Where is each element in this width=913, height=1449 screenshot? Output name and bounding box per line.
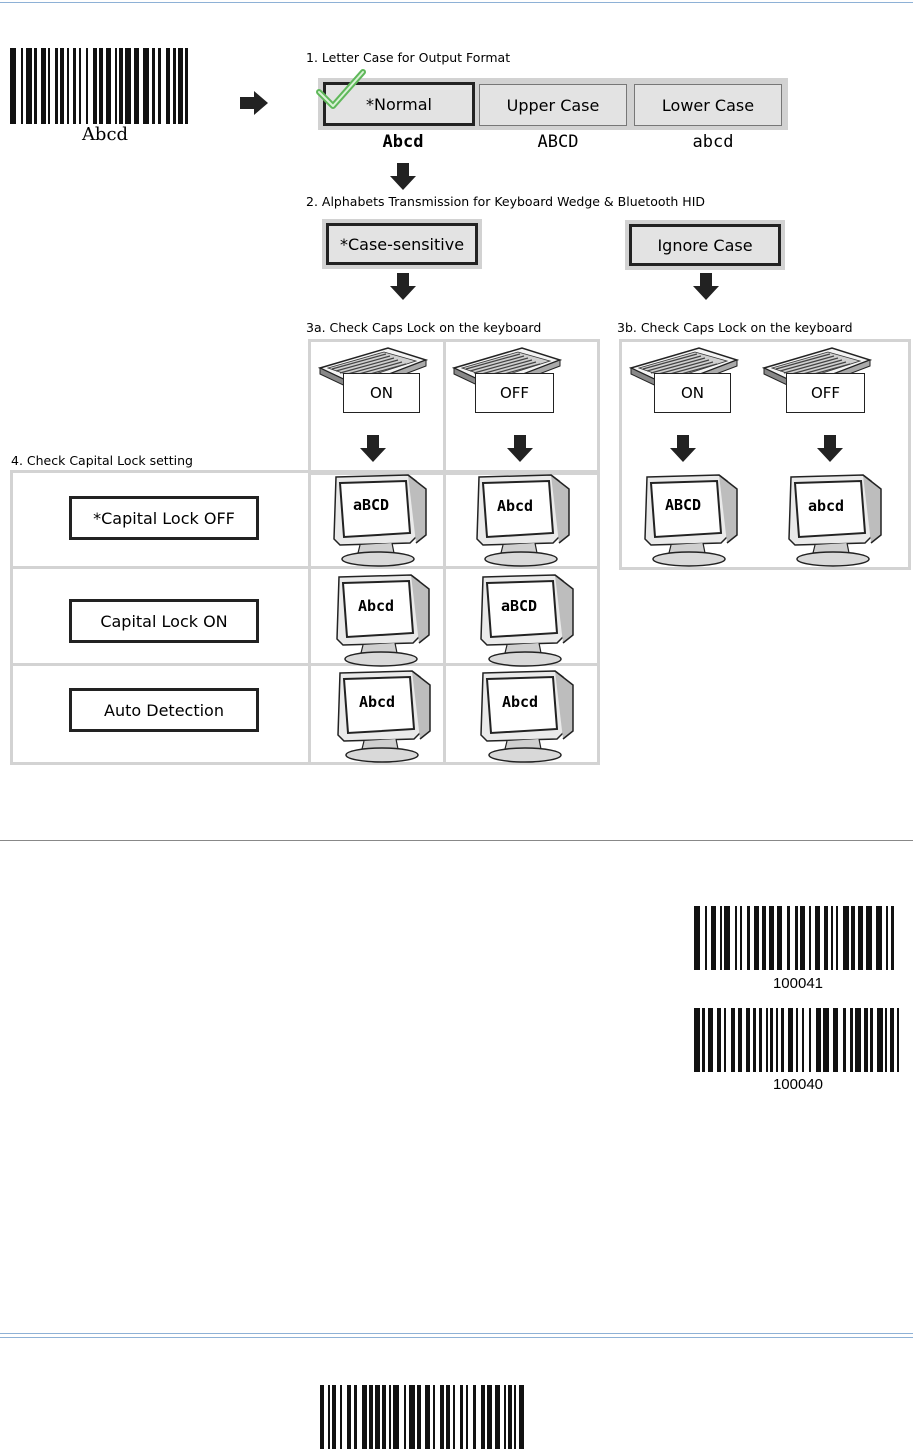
lower-case-option[interactable]: Lower Case <box>634 84 782 126</box>
barcode-bar <box>843 1008 846 1072</box>
monitor-text: Abcd <box>501 693 539 711</box>
barcode-bar <box>800 906 805 970</box>
barcode-bar <box>777 906 782 970</box>
caps-on-label: ON <box>343 373 420 413</box>
barcode-bar <box>809 1008 811 1072</box>
barcode-bar <box>735 906 737 970</box>
caps-off-label: OFF <box>475 373 554 413</box>
barcode-bar <box>833 1008 838 1072</box>
barcode-bar <box>158 48 161 124</box>
barcode-bar <box>694 906 700 970</box>
barcode-bar <box>86 48 88 124</box>
monitor-text: aBCD <box>352 496 390 514</box>
barcode-number: 100041 <box>772 975 824 992</box>
capital-lock-on-option[interactable]: Capital Lock ON <box>69 599 259 643</box>
barcode-bar <box>711 906 716 970</box>
barcode-bar <box>855 1008 861 1072</box>
barcode-bar <box>453 1385 455 1449</box>
barcode-bar <box>347 1385 351 1449</box>
barcode-bar <box>93 48 97 124</box>
barcode-bar <box>508 1385 512 1449</box>
barcode-bar <box>417 1385 421 1449</box>
down-arrow-icon <box>507 435 533 463</box>
step1-title: 1. Letter Case for Output Format <box>306 50 511 65</box>
monitor-icon <box>330 473 430 573</box>
monitor-text: Abcd <box>496 497 534 515</box>
barcode-bar <box>375 1385 380 1449</box>
barcode-bar <box>495 1385 500 1449</box>
barcode-bar <box>886 906 888 970</box>
barcode-bar <box>720 906 722 970</box>
barcode-bar <box>724 1008 726 1072</box>
normal-option[interactable]: *Normal <box>323 82 475 126</box>
barcode-bar <box>143 48 149 124</box>
abcd-barcode <box>10 48 192 126</box>
barcode-bar <box>738 1008 742 1072</box>
barcode-bar <box>787 906 790 970</box>
barcode-bar <box>866 906 872 970</box>
barcode-bar <box>796 1008 798 1072</box>
down-arrow-icon <box>360 435 386 463</box>
barcode-bar <box>340 1385 342 1449</box>
barcode-bar <box>823 1008 829 1072</box>
barcode-bar <box>836 906 838 970</box>
monitor-text: Abcd <box>357 597 395 615</box>
barcode-bar <box>185 48 188 124</box>
barcode-bar <box>809 906 811 970</box>
barcode-bar <box>781 1008 784 1072</box>
barcode-bar <box>519 1385 524 1449</box>
barcode-bar <box>705 906 707 970</box>
barcode-bar <box>10 48 16 124</box>
ignore-case-option[interactable]: Ignore Case <box>629 224 781 266</box>
barcode-bar <box>328 1385 330 1449</box>
capital-lock-off-option[interactable]: *Capital Lock OFF <box>69 496 259 540</box>
barcode-bar <box>425 1385 430 1449</box>
barcode-bar <box>382 1385 386 1449</box>
barcode-bar <box>891 906 894 970</box>
barcode-bar <box>369 1385 373 1449</box>
barcode-bar <box>890 1008 894 1072</box>
barcode-100040 <box>694 1008 902 1072</box>
barcode-bar <box>99 48 103 124</box>
barcode-bar <box>487 1385 492 1449</box>
barcode-bar <box>332 1385 336 1449</box>
barcode-bar <box>876 906 882 970</box>
barcode-bar <box>702 1008 705 1072</box>
case-sensitive-option[interactable]: *Case-sensitive <box>326 223 478 265</box>
section-divider <box>0 840 913 841</box>
barcode-bar <box>466 1385 468 1449</box>
barcode-bar <box>362 1385 367 1449</box>
barcode-100041 <box>694 906 902 970</box>
barcode-bar <box>26 48 32 124</box>
normal-sample: Abcd <box>382 132 424 152</box>
barcode-bar <box>864 1008 868 1072</box>
barcode-bar <box>694 1008 700 1072</box>
barcode-bar <box>851 906 855 970</box>
caps-on-label-3b: ON <box>654 373 731 413</box>
down-arrow-icon <box>390 163 416 191</box>
barcode-bar <box>514 1385 516 1449</box>
barcode-bar <box>724 906 730 970</box>
barcode-bar <box>877 1008 883 1072</box>
abcd-barcode-caption: Abcd <box>81 124 129 145</box>
barcode-bar <box>850 1008 853 1072</box>
barcode-bar <box>320 1385 324 1449</box>
barcode-bar <box>178 48 183 124</box>
monitor-icon <box>334 669 434 769</box>
monitor-text: ABCD <box>664 496 702 514</box>
barcode-bar <box>460 1385 463 1449</box>
barcode-bar <box>119 48 123 124</box>
barcode-bar <box>885 1008 887 1072</box>
monitor-icon <box>473 473 573 573</box>
barcode-bar <box>79 48 81 124</box>
barcode-bar <box>106 48 111 124</box>
upper-case-option[interactable]: Upper Case <box>479 84 627 126</box>
monitor-icon <box>477 573 577 673</box>
barcode-number: 100040 <box>772 1076 824 1093</box>
barcode-bar <box>766 1008 768 1072</box>
barcode-bar <box>134 48 139 124</box>
barcode-bar <box>173 48 176 124</box>
lower-sample: abcd <box>692 132 734 152</box>
monitor-text: Abcd <box>358 693 396 711</box>
right-arrow-icon <box>240 91 270 115</box>
down-arrow-icon <box>817 435 843 463</box>
barcode-bar <box>473 1385 476 1449</box>
barcode-bar <box>389 1385 391 1449</box>
down-arrow-icon <box>670 435 696 463</box>
barcode-bar <box>870 1008 873 1072</box>
monitor-icon <box>641 473 741 573</box>
barcode-bar <box>717 1008 721 1072</box>
barcode-bar <box>393 1385 399 1449</box>
barcode-bar <box>824 906 828 970</box>
barcode-bar <box>776 1008 778 1072</box>
barcode-bar <box>831 906 833 970</box>
barcode-bar <box>746 1008 750 1072</box>
barcode-bar <box>21 48 23 124</box>
barcode-bar <box>795 906 798 970</box>
barcode-bar <box>816 1008 821 1072</box>
barcode-bar <box>409 1385 415 1449</box>
upper-sample: ABCD <box>537 132 579 152</box>
barcode-bar <box>802 1008 804 1072</box>
barcode-bar <box>759 1008 762 1072</box>
barcode-bar <box>481 1385 485 1449</box>
barcode-bar <box>897 1008 899 1072</box>
barcode-bar <box>60 48 64 124</box>
barcode-bar <box>754 906 759 970</box>
barcode-bar <box>769 906 774 970</box>
monitor-icon <box>477 669 577 769</box>
barcode-bar <box>55 48 58 124</box>
barcode-bar <box>433 1385 435 1449</box>
barcode-bar <box>67 48 69 124</box>
barcode-bar <box>73 48 76 124</box>
barcode-bar <box>48 48 50 124</box>
monitor-text: abcd <box>807 497 845 515</box>
step4-title: 4. Check Capital Lock setting <box>11 453 193 468</box>
barcode-bar <box>41 48 46 124</box>
barcode-bar <box>747 906 750 970</box>
bottom-rule <box>0 1333 913 1334</box>
barcode-bar <box>788 1008 793 1072</box>
monitor-icon <box>785 473 885 573</box>
monitor-icon <box>333 573 433 673</box>
step3a-title: 3a. Check Caps Lock on the keyboard <box>306 320 542 335</box>
barcode-bar <box>440 1385 444 1449</box>
auto-detection-option[interactable]: Auto Detection <box>69 688 259 732</box>
barcode-bar <box>762 906 766 970</box>
monitor-text: aBCD <box>500 597 538 615</box>
barcode-bar <box>152 48 155 124</box>
down-arrow-icon <box>390 273 416 301</box>
barcode-bar <box>858 906 863 970</box>
step3b-title: 3b. Check Caps Lock on the keyboard <box>617 320 853 335</box>
barcode-bar <box>770 1008 773 1072</box>
check-mark-icon <box>316 68 366 112</box>
barcode-bar <box>843 906 849 970</box>
down-arrow-icon <box>693 273 719 301</box>
bottom-barcode <box>320 1385 530 1449</box>
barcode-bar <box>753 1008 756 1072</box>
barcode-bar <box>708 1008 713 1072</box>
barcode-bar <box>166 48 170 124</box>
barcode-bar <box>354 1385 357 1449</box>
barcode-bar <box>446 1385 450 1449</box>
barcode-bar <box>115 48 117 124</box>
barcode-bar <box>404 1385 406 1449</box>
barcode-bar <box>740 906 742 970</box>
barcode-bar <box>815 906 820 970</box>
barcode-bar <box>34 48 37 124</box>
barcode-bar <box>125 48 131 124</box>
step2-title: 2. Alphabets Transmission for Keyboard Wedge & Bluetooth HID <box>306 194 706 209</box>
barcode-bar <box>731 1008 735 1072</box>
barcode-bar <box>504 1385 506 1449</box>
top-rule <box>0 2 913 3</box>
caps-off-label-3b: OFF <box>786 373 865 413</box>
